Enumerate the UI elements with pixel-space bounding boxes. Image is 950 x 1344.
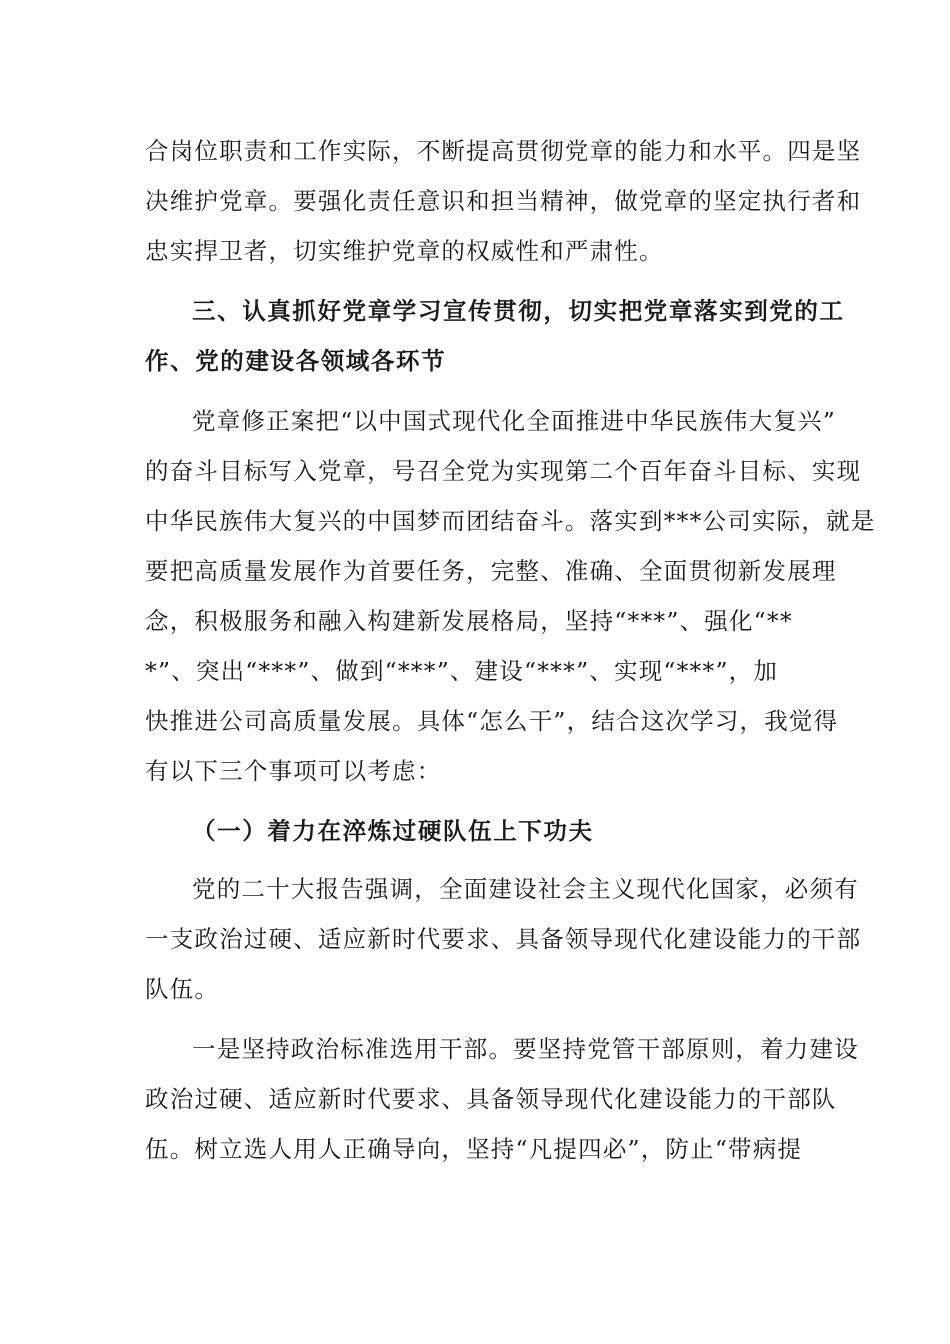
paragraph-1-line-3: 忠实捍卫者，切实维护党章的权威性和严肃性。 xyxy=(145,237,664,265)
section-heading-3-line-1: 三、认真抓好党章学习宣传贯彻，切实把党章落实到党的工 xyxy=(192,297,845,325)
paragraph-4-line-2: 政治过硬、适应新时代要求、具备领导现代化建设能力的干部队 xyxy=(145,1085,837,1113)
paragraph-4-line-3: 伍。树立选人用人正确导向，坚持“凡提四必”，防止“带病提 xyxy=(145,1135,803,1163)
paragraph-3-line-3: 队伍。 xyxy=(145,975,220,1003)
paragraph-4-line-1: 一是坚持政治标准选用干部。要坚持党管干部原则，着力建设 xyxy=(192,1035,859,1063)
paragraph-1-line-1: 合岗位职责和工作实际，不断提高贯彻党章的能力和水平。四是坚 xyxy=(145,137,862,165)
paragraph-2-line-1: 党章修正案把“以中国式现代化全面推进中华民族伟大复兴” xyxy=(192,407,836,435)
paragraph-2-line-3: 中华民族伟大复兴的中国梦而团结奋斗。落实到***公司实际，就是 xyxy=(145,507,876,535)
paragraph-2-line-7: 快推进公司高质量发展。具体“怎么干”，结合这次学习，我觉得 xyxy=(145,707,839,735)
paragraph-2-line-2: 的奋斗目标写入党章，号召全党为实现第二个百年奋斗目标、实现 xyxy=(145,457,862,485)
paragraph-1-line-2: 决维护党章。要强化责任意识和担当精神，做党章的坚定执行者和 xyxy=(145,187,862,215)
paragraph-2-line-6: *”、突出“***”、做到“***”、建设“***”、实现“***”，加 xyxy=(145,657,779,685)
paragraph-2-line-4: 要把高质量发展作为首要任务，完整、准确、全面贯彻新发展理 xyxy=(145,557,837,585)
section-heading-3-line-2: 作、党的建设各领域各环节 xyxy=(145,347,447,375)
paragraph-2-line-5: 念，积极服务和融入构建新发展格局，坚持“***”、强化“** xyxy=(145,607,793,635)
paragraph-2-line-8: 有以下三个事项可以考虑： xyxy=(145,757,442,785)
paragraph-3-line-2: 一支政治过硬、适应新时代要求、具备领导现代化建设能力的干部 xyxy=(145,925,862,953)
subheading-1: （一）着力在淬炼过硬队伍上下功夫 xyxy=(192,817,594,845)
paragraph-3-line-1: 党的二十大报告强调，全面建设社会主义现代化国家，必须有 xyxy=(192,875,859,903)
